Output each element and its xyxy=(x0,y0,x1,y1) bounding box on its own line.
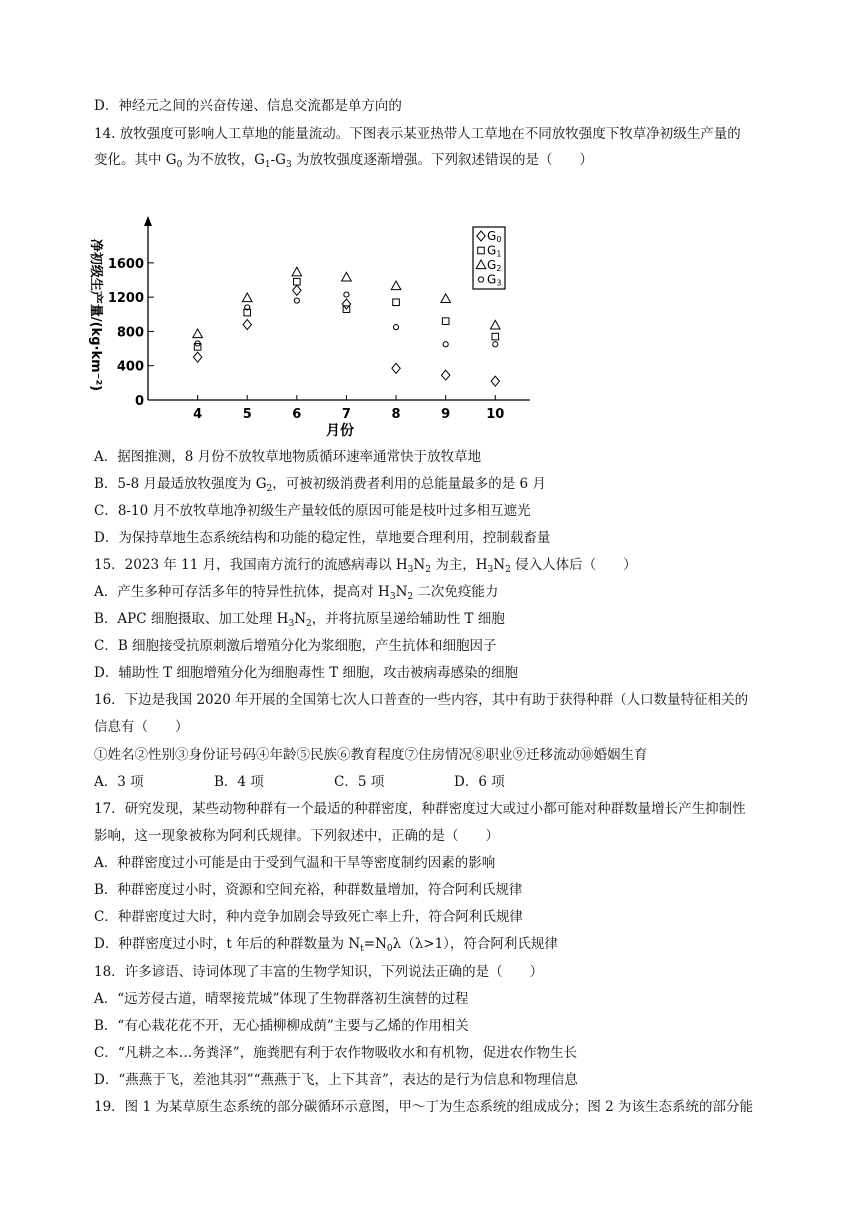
text-line-12: D．辅助性 T 细胞增殖分化为细胞毒性 T 细胞，攻击被病毒感染的细胞 xyxy=(94,665,518,681)
point-g0-4 xyxy=(193,352,201,362)
point-g3-7 xyxy=(344,292,349,297)
text-line-15: ①姓名②性别③身份证号码④年龄⑤民族⑥教育程度⑦住房情况⑧职业⑨迁移流动⑩婚姻生育 xyxy=(94,747,648,763)
y-tick-label: 1200 xyxy=(107,291,144,307)
text-line-18: 影响，这一现象被称为阿利氏规律。下列叙述中，正确的是（ ） xyxy=(94,828,499,844)
text-line-13: 16．下边是我国 2020 年开展的全国第七次人口普查的一些内容，其中有助于获得种群（人口数量特征相关的 xyxy=(94,692,749,708)
point-g2-9 xyxy=(441,294,451,303)
y-tick-label: 1600 xyxy=(107,256,144,272)
point-g2-7 xyxy=(342,272,352,281)
point-g1-9 xyxy=(442,318,449,325)
scatter-chart xyxy=(60,205,540,445)
x-tick-label: 5 xyxy=(242,407,252,422)
point-g0-5 xyxy=(243,320,251,330)
y-axis-label: 净初级生产量/(kg·km⁻²) xyxy=(88,238,103,392)
text-line-27: D．“燕燕于飞，差池其羽”“燕燕于飞，上下其音”，表达的是行为信息和物理信息 xyxy=(94,1072,578,1088)
point-g0-10 xyxy=(491,376,499,386)
text-line-24: A．“远芳侵古道，晴翠接荒城”体现了生物群落初生演替的过程 xyxy=(94,991,469,1007)
text-line-21: C．种群密度过大时，种内竞争加剧会导致死亡率上升，符合阿利氏规律 xyxy=(94,909,523,925)
x-tick-label: 4 xyxy=(193,407,203,422)
text-line-19: A．种群密度过小可能是由于受到气温和干旱等密度制约因素的影响 xyxy=(94,855,496,871)
point-g1-8 xyxy=(393,299,400,306)
text-line-17: 17．研究发现，某些动物种群有一个最适的种群密度，种群密度过大或过小都可能对种群数量增长产生抑制性 xyxy=(94,801,746,817)
point-g0-8 xyxy=(392,363,400,373)
point-g2-8 xyxy=(391,281,401,290)
y-tick-label: 400 xyxy=(116,359,144,375)
text-line-10: B．APC 细胞摄取、加工处理 $H_3N_2$，并将抗原呈递给辅助性 T 细胞 xyxy=(94,611,505,629)
point-g0-9 xyxy=(441,370,449,380)
chart-ticks xyxy=(108,257,505,422)
point-g3-6 xyxy=(294,298,299,303)
x-tick-label: 9 xyxy=(441,407,451,422)
text-line-26: C．“凡耕之本…务粪泽”，施粪肥有利于农作物吸收水和有机物，促进农作物生长 xyxy=(94,1045,578,1061)
text-line-11: C．B 细胞接受抗原刺激后增殖分化为浆细胞，产生抗体和细胞因子 xyxy=(94,638,497,654)
chart-legend xyxy=(473,227,505,289)
x-axis-label: 月份 xyxy=(326,423,354,439)
point-g3-8 xyxy=(393,325,398,330)
text-line-4: A．据图推测，8 月份不放牧草地物质循环速率通常快于放牧草地 xyxy=(94,449,482,465)
text-line-2: 14. 放牧强度可影响人工草地的能量流动。下图表示某亚热带人工草地在不同放牧强度下牧草净初级生产量的 xyxy=(94,126,741,142)
text-line-9: A．产生多种可存活多年的特异性抗体，提高对 $H_3N_2$ 二次免疫能力 xyxy=(94,584,499,602)
x-tick-label: 7 xyxy=(341,407,351,422)
point-g2-4 xyxy=(193,329,203,338)
text-line-7: D．为保持草地生态系统结构和功能的稳定性，草地要合理利用，控制载畜量 xyxy=(94,530,551,546)
x-tick-label: 8 xyxy=(391,407,401,422)
text-line-23: 18．许多谚语、诗词体现了丰富的生物学知识，下列说法正确的是（ ） xyxy=(94,964,544,980)
chart-points xyxy=(193,267,500,386)
point-g2-10 xyxy=(490,320,500,329)
point-g1-10 xyxy=(492,333,499,340)
x-tick-label: 10 xyxy=(486,407,505,422)
text-line-25: B．“有心栽花花不开，无心插柳柳成荫”主要与乙烯的作用相关 xyxy=(94,1018,469,1034)
point-g3-10 xyxy=(493,342,498,347)
y-tick-label: 0 xyxy=(134,394,144,409)
text-line-1: D．神经元之间的兴奋传递、信息交流都是单方向的 xyxy=(94,98,402,114)
legend-label-g1: G1 xyxy=(487,243,502,259)
text-line-14: 信息有（ ） xyxy=(94,719,189,735)
text-line-22: D．种群密度过小时，t 年后的种群数量为 $N_t=N_0\lambda(\lambda>1)$，符合阿利氏规律 xyxy=(94,936,558,954)
legend-label-g0: G0 xyxy=(487,229,502,244)
y-tick-label: 800 xyxy=(116,325,144,341)
text-line-20: B．种群密度过小时，资源和空间充裕，种群数量增加，符合阿利氏规律 xyxy=(94,882,523,898)
y-axis-arrow xyxy=(144,216,152,226)
text-line-6: C．8-10 月不放牧草地净初级生产量较低的原因可能是枝叶过多相互遮光 xyxy=(94,503,531,519)
text-line-28: 19．图 1 为某草原生态系统的部分碳循环示意图，甲～丁为生态系统的组成成分；图 2 为该生态系统的部分能 xyxy=(94,1099,754,1115)
text-line-8: 15．2023 年 11 月，我国南方流行的流感病毒以 $H_3N_2$ 为主，$H_3N_2$ 侵入人体后（ ） xyxy=(94,557,637,575)
point-g0-6 xyxy=(293,285,301,295)
point-g2-6 xyxy=(292,267,302,276)
point-g1-6 xyxy=(294,278,301,285)
legend-label-g3: G3 xyxy=(487,272,502,288)
point-g3-9 xyxy=(443,342,448,347)
text-line-3: 变化。其中 $G_0$ 为不放牧，$G_1-G_3$ 为放牧强度逐渐增强。下列叙述错误的是（ ） xyxy=(94,152,594,170)
text-line-5: B．5-8 月最适放牧强度为 $G_2$，可被初级消费者利用的总能量最多的是 6 月 xyxy=(94,476,546,494)
x-tick-label: 6 xyxy=(292,407,302,422)
point-g2-5 xyxy=(242,293,252,302)
chart-axes xyxy=(144,216,530,400)
text-line-16: A．3 项 B．4 项 C．5 项 D．6 项 xyxy=(94,774,505,790)
legend-label-g2: G2 xyxy=(487,258,502,273)
